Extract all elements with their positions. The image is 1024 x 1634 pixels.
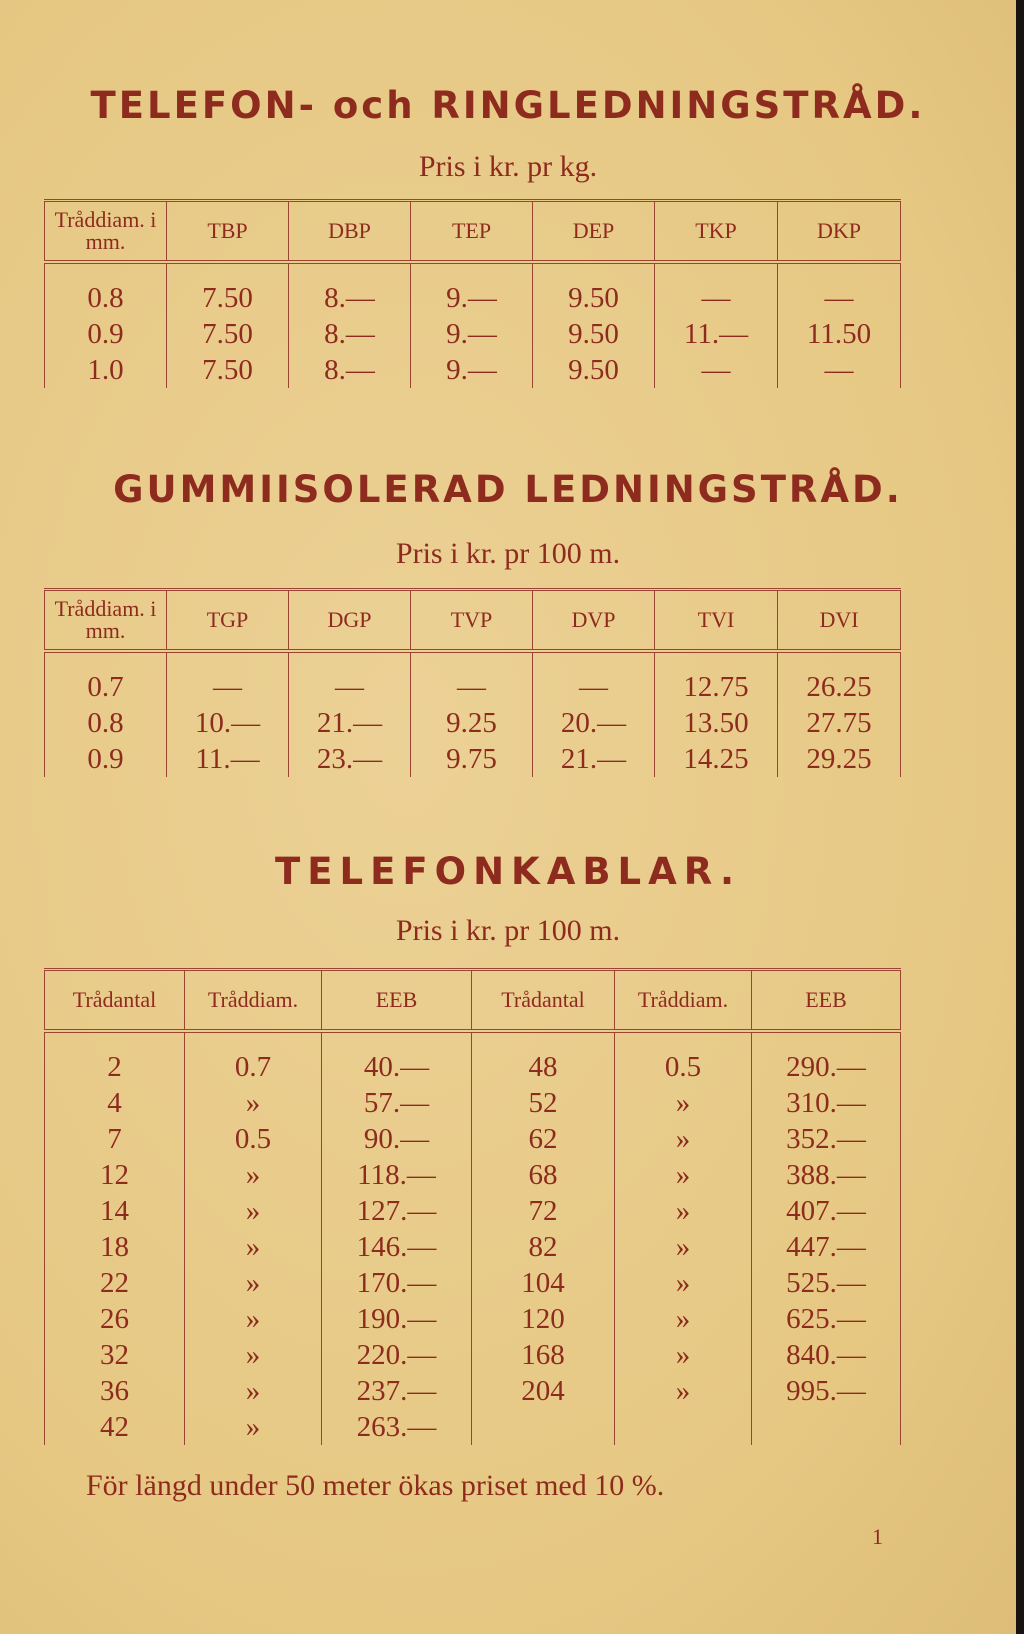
telefon-price-table (44, 199, 901, 388)
table-cell: » (185, 1373, 322, 1409)
table-cell: 995.— (752, 1373, 901, 1409)
table-cell: 9.50 (533, 316, 655, 352)
table-cell: 0.8 (45, 705, 167, 741)
table-cell: » (615, 1337, 752, 1373)
page-number: 1 (872, 1524, 883, 1549)
table-cell: 8.— (289, 352, 411, 388)
table-cell: 9.75 (411, 741, 533, 777)
column-header: DVI (778, 590, 901, 652)
table-cell (472, 1409, 615, 1445)
table-cell: — (778, 352, 901, 388)
table-cell: » (615, 1265, 752, 1301)
column-header: Tråddiam. i mm. (45, 590, 167, 652)
column-header: TKP (655, 201, 778, 263)
table-cell: 21.— (533, 741, 655, 777)
table-cell: 407.— (752, 1193, 901, 1229)
table-cell: 82 (472, 1229, 615, 1265)
table-cell: 29.25 (778, 741, 901, 777)
table-cell: 525.— (752, 1265, 901, 1301)
table-cell: 62 (472, 1121, 615, 1157)
section1-title: TELEFON- och RINGLEDNINGSTRÅD. (90, 84, 926, 127)
table-cell: 18 (45, 1229, 185, 1265)
table-cell: 9.25 (411, 705, 533, 741)
table-cell: 23.— (289, 741, 411, 777)
table-cell: 9.— (411, 262, 533, 316)
table-cell: 8.— (289, 316, 411, 352)
table-cell: 26.25 (778, 651, 901, 705)
telefonkablar-price-table (44, 968, 901, 1445)
table-cell: 2 (45, 1031, 185, 1085)
table-cell: 237.— (322, 1373, 472, 1409)
table-row (45, 1085, 901, 1121)
column-header: TEP (411, 201, 533, 263)
section3-title: TELEFONKABLAR. (274, 850, 741, 893)
table-cell: 36 (45, 1373, 185, 1409)
table-cell: — (533, 651, 655, 705)
table-cell: 0.5 (185, 1121, 322, 1157)
table-row (45, 1157, 901, 1193)
table-cell: — (167, 651, 289, 705)
table-header-row (45, 590, 901, 652)
table-cell: 7.50 (167, 352, 289, 388)
table-cell: » (185, 1265, 322, 1301)
table-row (45, 352, 901, 388)
column-header: DEP (533, 201, 655, 263)
table-cell: 840.— (752, 1337, 901, 1373)
table-row (45, 1373, 901, 1409)
table-cell: 26 (45, 1301, 185, 1337)
table-cell: 447.— (752, 1229, 901, 1265)
table-cell: 0.7 (45, 651, 167, 705)
table-cell: 7.50 (167, 262, 289, 316)
table-cell: » (185, 1229, 322, 1265)
column-header: EEB (322, 970, 472, 1032)
table-cell: — (655, 262, 778, 316)
table-cell: 0.9 (45, 741, 167, 777)
table-cell: 310.— (752, 1085, 901, 1121)
table-cell: 14 (45, 1193, 185, 1229)
table-cell: 32 (45, 1337, 185, 1373)
table-row (45, 1031, 901, 1085)
table-cell: — (289, 651, 411, 705)
column-header: TVI (655, 590, 778, 652)
table-row (45, 1121, 901, 1157)
table-cell: » (185, 1409, 322, 1445)
table-cell: 0.9 (45, 316, 167, 352)
table-cell: 12 (45, 1157, 185, 1193)
table-cell: 263.— (322, 1409, 472, 1445)
table-row (45, 651, 901, 705)
table-cell: 4 (45, 1085, 185, 1121)
table-cell: » (185, 1157, 322, 1193)
table-cell: 20.— (533, 705, 655, 741)
table-cell: 10.— (167, 705, 289, 741)
table-cell: 8.— (289, 262, 411, 316)
column-header: DVP (533, 590, 655, 652)
table-cell: 21.— (289, 705, 411, 741)
table-cell: 220.— (322, 1337, 472, 1373)
table-cell (752, 1409, 901, 1445)
table-cell: 190.— (322, 1301, 472, 1337)
column-header: Tråddiam. (185, 970, 322, 1032)
table-cell: 0.8 (45, 262, 167, 316)
footer-note: För längd under 50 meter ökas priset med 10 %. (86, 1469, 665, 1502)
table-cell: 40.— (322, 1031, 472, 1085)
table-cell: 11.— (655, 316, 778, 352)
table-cell: » (615, 1373, 752, 1409)
table-cell: 13.50 (655, 705, 778, 741)
table-row (45, 705, 901, 741)
table-cell: 27.75 (778, 705, 901, 741)
table-cell: 9.— (411, 316, 533, 352)
column-header: Trådantal (472, 970, 615, 1032)
section1-subtitle: Pris i kr. pr kg. (418, 150, 598, 183)
column-header: DKP (778, 201, 901, 263)
section3-subtitle: Pris i kr. pr 100 m. (395, 914, 621, 947)
table-cell: 120 (472, 1301, 615, 1337)
table-cell: 7 (45, 1121, 185, 1157)
table-cell: 68 (472, 1157, 615, 1193)
table-row (45, 1265, 901, 1301)
table-cell: — (411, 651, 533, 705)
table-cell: » (185, 1301, 322, 1337)
table-cell: 14.25 (655, 741, 778, 777)
gummiisolerad-price-table (44, 588, 901, 777)
table-cell: — (778, 262, 901, 316)
table-cell: 22 (45, 1265, 185, 1301)
table-cell: 11.50 (778, 316, 901, 352)
table-cell: 104 (472, 1265, 615, 1301)
table-cell: 625.— (752, 1301, 901, 1337)
table-cell: 57.— (322, 1085, 472, 1121)
column-header: TGP (167, 590, 289, 652)
table-cell: » (615, 1121, 752, 1157)
column-header: Tråddiam. i mm. (45, 201, 167, 263)
table-cell: 0.7 (185, 1031, 322, 1085)
table-cell: » (615, 1157, 752, 1193)
table-cell: 146.— (322, 1229, 472, 1265)
table-cell: 1.0 (45, 352, 167, 388)
table-cell: » (615, 1301, 752, 1337)
table-cell: 388.— (752, 1157, 901, 1193)
column-header: TBP (167, 201, 289, 263)
table-cell: » (615, 1193, 752, 1229)
table-cell: 127.— (322, 1193, 472, 1229)
table-cell: 48 (472, 1031, 615, 1085)
section2-title: GUMMIISOLERAD LEDNINGSTRÅD. (113, 468, 903, 511)
table-cell: » (615, 1085, 752, 1121)
table-cell: 9.— (411, 352, 533, 388)
table-cell: 9.50 (533, 262, 655, 316)
column-header: DGP (289, 590, 411, 652)
table-row (45, 1409, 901, 1445)
table-cell: 7.50 (167, 316, 289, 352)
table-cell: 12.75 (655, 651, 778, 705)
column-header: Trådantal (45, 970, 185, 1032)
table-row (45, 316, 901, 352)
column-header: EEB (752, 970, 901, 1032)
table-cell: » (615, 1229, 752, 1265)
table-cell: 204 (472, 1373, 615, 1409)
table-cell: 170.— (322, 1265, 472, 1301)
table-row (45, 1229, 901, 1265)
table-cell: 11.— (167, 741, 289, 777)
table-cell (615, 1409, 752, 1445)
table-cell: — (655, 352, 778, 388)
table-row (45, 741, 901, 777)
table-cell: 9.50 (533, 352, 655, 388)
table-header-row (45, 201, 901, 263)
table-cell: » (185, 1193, 322, 1229)
table-cell: 0.5 (615, 1031, 752, 1085)
table-header-row (45, 970, 901, 1032)
table-cell: 118.— (322, 1157, 472, 1193)
table-cell: 90.— (322, 1121, 472, 1157)
column-header: DBP (289, 201, 411, 263)
table-cell: 52 (472, 1085, 615, 1121)
column-header: Tråddiam. (615, 970, 752, 1032)
table-cell: 290.— (752, 1031, 901, 1085)
table-row (45, 1301, 901, 1337)
table-row (45, 262, 901, 316)
table-cell: 168 (472, 1337, 615, 1373)
table-cell: » (185, 1085, 322, 1121)
table-row (45, 1193, 901, 1229)
table-cell: 42 (45, 1409, 185, 1445)
section2-subtitle: Pris i kr. pr 100 m. (395, 537, 621, 570)
table-cell: 352.— (752, 1121, 901, 1157)
table-row (45, 1337, 901, 1373)
table-cell: 72 (472, 1193, 615, 1229)
table-cell: » (185, 1337, 322, 1373)
column-header: TVP (411, 590, 533, 652)
